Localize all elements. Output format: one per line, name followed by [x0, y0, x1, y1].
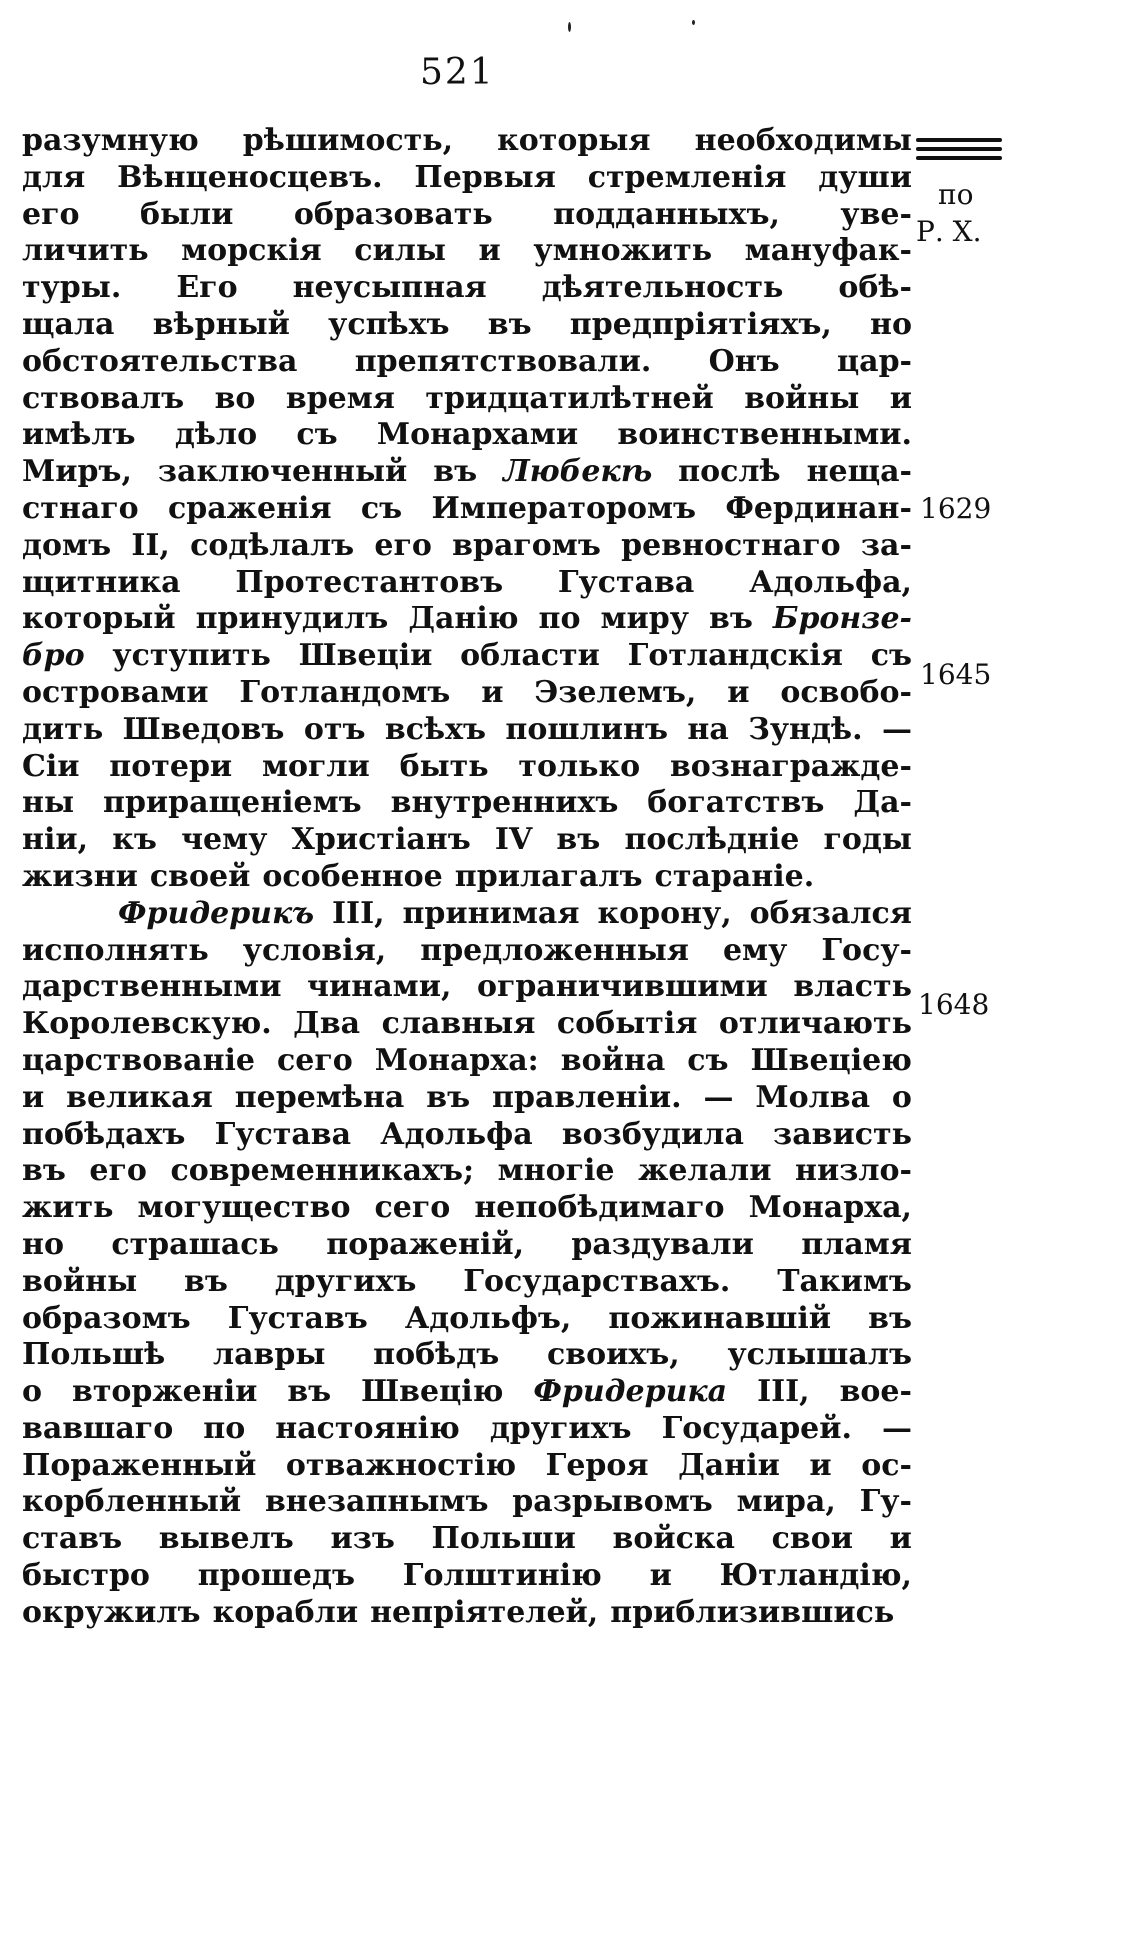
text-line: въ его современникахъ; многіе желали низло- — [22, 1153, 912, 1189]
text-line: корбленный внезапнымъ разрывомъ мира, Гу- — [22, 1484, 912, 1520]
ink-speck — [568, 22, 571, 32]
page-number: 521 — [420, 52, 495, 93]
text-line: Сіи потери могли быть только вознагражде- — [22, 748, 912, 784]
text-line: побѣдахъ Густава Адольфа возбудила зависть — [22, 1116, 912, 1152]
text-line: личить морскія силы и умножить мануфак- — [22, 233, 912, 269]
text-line: разумную рѣшимость, которыя необходимы — [22, 123, 912, 158]
margin-note: 1648 — [918, 988, 990, 1021]
text-line: дарственными чинами, ограничившими власть — [22, 969, 912, 1005]
text-line: для Вѣнценосцевъ. Первыя стремленія души — [22, 159, 912, 195]
text-line: исполнять условія, предложенныя ему Госу- — [22, 932, 912, 968]
text-line: Пораженный отважностію Героя Даніи и ос- — [22, 1447, 912, 1483]
text-line: ны приращеніемъ внутреннихъ богатствъ Да- — [22, 785, 912, 821]
margin-note: 1629 — [920, 492, 992, 525]
paragraph — [22, 123, 912, 896]
text-line: бро уступить Швеціи области Готландскія съ — [22, 638, 912, 674]
text-line: имѣлъ дѣло съ Монархами воинственными. — [22, 417, 912, 453]
text-line: ставъ вывелъ изъ Польши войска свои и — [22, 1521, 912, 1557]
text-line: Фридерикъ III, принимая корону, обязался — [118, 895, 912, 931]
text-line: ствовалъ во время тридцатилѣтней войны и — [22, 380, 912, 416]
text-line: вавшаго по настоянію другихъ Государей. — — [22, 1410, 912, 1446]
text-line: образомъ Густавъ Адольфъ, пожинавшій въ — [22, 1300, 912, 1336]
margin-note: Р. Х. — [916, 215, 982, 248]
text-line: островами Готландомъ и Эзелемъ, и освобо- — [22, 674, 912, 710]
text-line: окружилъ корабли непріятелей, приблизившись — [22, 1594, 895, 1630]
text-line: о вторженіи въ Швецію Фридерика III, вое- — [22, 1374, 912, 1410]
text-line: щитника Протестантовъ Густава Адольфа, — [22, 564, 912, 600]
text-line: царствованіе сего Монарха: война съ Швеціею — [22, 1042, 912, 1078]
margin-note: 1645 — [920, 658, 992, 691]
text-line: дить Шведовъ отъ всѣхъ пошлинъ на Зундѣ. — — [22, 711, 912, 747]
text-line: щала вѣрный успѣхъ въ предпріятіяхъ, но — [22, 306, 912, 342]
text-line: жить могущество сего непобѣдимаго Монарха, — [22, 1190, 912, 1226]
text-line: обстоятельства препятствовали. Онъ цар- — [22, 343, 912, 379]
body-text — [22, 123, 912, 1632]
text-line: и великая перемѣна въ правленіи. — Молва о — [22, 1079, 912, 1115]
text-line: ніи, къ чему Христіанъ IV въ послѣдніе годы — [22, 822, 912, 858]
paragraph — [22, 896, 912, 1632]
text-line: войны въ другихъ Государствахъ. Такимъ — [22, 1263, 912, 1299]
text-line: его были образовать подданныхъ, уве- — [22, 196, 912, 232]
text-line: но страшась пораженій, раздували пламя — [22, 1226, 912, 1262]
text-line: стнаго сраженія съ Императоромъ Фердинан- — [22, 490, 912, 526]
text-line: который принудилъ Данію по миру въ Бронзе- — [22, 601, 912, 637]
ink-speck — [692, 20, 695, 25]
text-line: Королевскую. Два славныя событія отличають — [22, 1006, 912, 1042]
text-line: жизни своей особенное прилагалъ стараніе. — [22, 858, 815, 894]
text-line: домъ II, содѣлалъ его врагомъ ревностнаго за- — [22, 527, 912, 563]
ornament-rule — [916, 138, 1002, 160]
text-line: быстро прошедъ Голштинію и Ютландію, — [22, 1558, 912, 1594]
text-line: Миръ, заключенный въ Любекѣ послѣ неща- — [22, 454, 912, 490]
text-line: туры. Его неусыпная дѣятельность обѣ- — [22, 270, 912, 306]
text-line: Польшѣ лавры побѣдъ своихъ, услышалъ — [22, 1337, 912, 1373]
margin-note: по — [938, 178, 974, 211]
